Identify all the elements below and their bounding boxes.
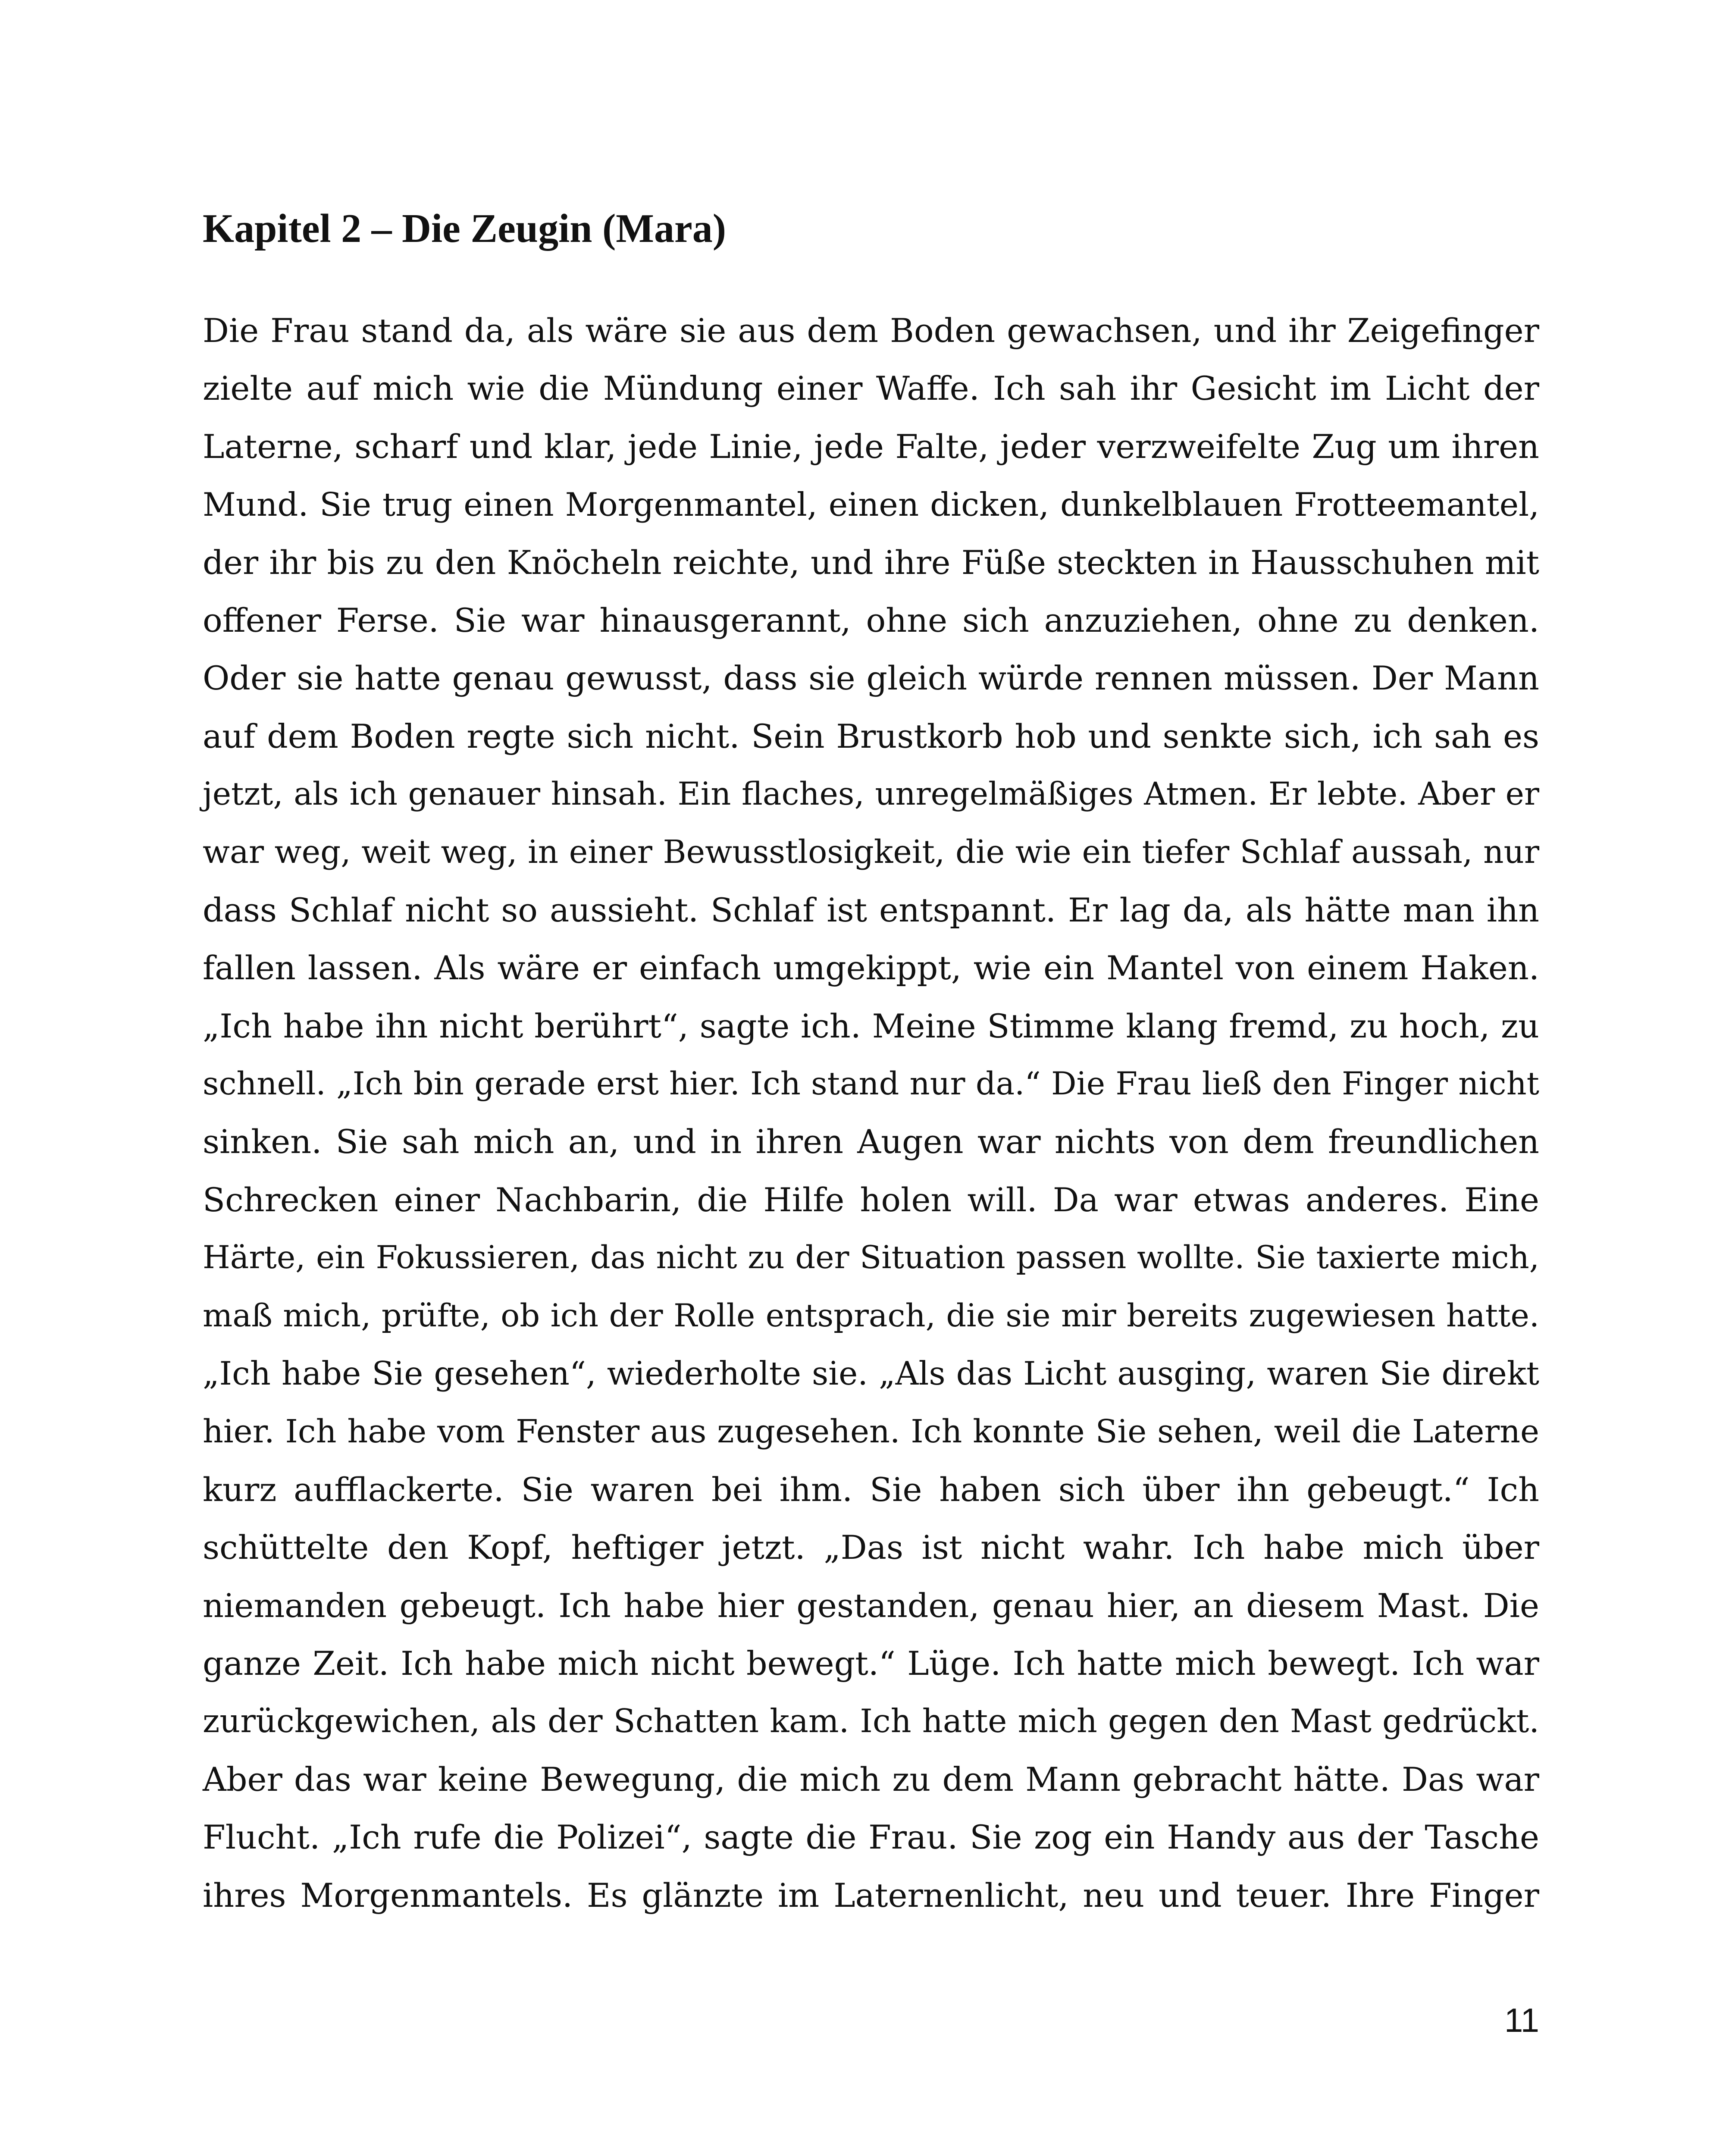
text-line: hier. Ich habe vom Fenster aus zugesehen. Ich konnte Sie sehen, weil die Laterne [203, 1413, 1539, 1451]
text-line: Mund. Sie trug einen Morgenmantel, einen dicken, dunkelblauen Frotteemantel, [203, 486, 1539, 524]
text-line: kurz aufflackerte. Sie waren bei ihm. Sie haben sich über ihn gebeugt.“ Ich [203, 1470, 1539, 1509]
text-line: jetzt, als ich genauer hinsah. Ein flaches, unregelmäßiges Atmen. Er lebte. Aber er [203, 776, 1539, 813]
text-line: niemanden gebeugt. Ich habe hier gestanden, genau hier, an diesem Mast. Die [203, 1586, 1539, 1625]
text-line: ganze Zeit. Ich habe mich nicht bewegt.“ Lüge. Ich hatte mich bewegt. Ich war [203, 1644, 1539, 1683]
text-line: maß mich, prüfte, ob ich der Rolle entsprach, die sie mir bereits zugewiesen hatte. [203, 1297, 1539, 1334]
text-line: zurückgewichen, als der Schatten kam. Ich hatte mich gegen den Mast gedrückt. [203, 1702, 1539, 1740]
text-line: auf dem Boden regte sich nicht. Sein Brustkorb hob und senkte sich, ich sah es [203, 717, 1539, 755]
text-line: schnell. „Ich bin gerade erst hier. Ich stand nur da.“ Die Frau ließ den Finger nicht [203, 1065, 1539, 1103]
text-line: Flucht. „Ich rufe die Polizei“, sagte die Frau. Sie zog ein Handy aus der Tasche [203, 1818, 1539, 1857]
text-line: offener Ferse. Sie war hinausgerannt, ohne sich anzuziehen, ohne zu denken. [203, 601, 1539, 639]
text-line: Schrecken einer Nachbarin, die Hilfe holen will. Da war etwas anderes. Eine [203, 1180, 1539, 1219]
text-line: war weg, weit weg, in einer Bewusstlosigkeit, die wie ein tiefer Schlaf aussah, nur [203, 834, 1539, 871]
text-line: dass Schlaf nicht so aussieht. Schlaf ist entspannt. Er lag da, als hätte man ihn [203, 890, 1539, 929]
text-line: Härte, ein Fokussieren, das nicht zu der Situation passen wollte. Sie taxierte mich, [203, 1239, 1539, 1276]
text-line: Aber das war keine Bewegung, die mich zu dem Mann gebracht hätte. Das war [203, 1760, 1539, 1799]
text-line: „Ich habe Sie gesehen“, wiederholte sie. „Als das Licht ausging, waren Sie direkt [203, 1355, 1539, 1393]
text-line: „Ich habe ihn nicht berührt“, sagte ich. Meine Stimme klang fremd, zu hoch, zu [203, 1006, 1539, 1045]
page-number: 11 [1504, 2001, 1539, 2039]
chapter-title: Kapitel 2 – Die Zeugin (Mara) [203, 206, 727, 251]
text-line: zielte auf mich wie die Mündung einer Waffe. Ich sah ihr Gesicht im Licht der [203, 369, 1539, 408]
text-line: fallen lassen. Als wäre er einfach umgekippt, wie ein Mantel von einem Haken. [203, 949, 1539, 987]
text-line: ihres Morgenmantels. Es glänzte im Laternenlicht, neu und teuer. Ihre Finger [203, 1876, 1539, 1915]
text-line: Die Frau stand da, als wäre sie aus dem Boden gewachsen, und ihr Zeigefinger [203, 311, 1539, 350]
text-line: Laterne, scharf und klar, jede Linie, jede Falte, jeder verzweifelte Zug um ihren [203, 427, 1539, 466]
text-line: sinken. Sie sah mich an, und in ihren Augen war nichts von dem freundlichen [203, 1122, 1539, 1161]
body-text [203, 302, 1539, 1924]
text-line: schüttelte den Kopf, heftiger jetzt. „Das ist nicht wahr. Ich habe mich über [203, 1528, 1539, 1567]
text-line: der ihr bis zu den Knöcheln reichte, und ihre Füße steckten in Hausschuhen mit [203, 543, 1539, 582]
text-line: Oder sie hatte genau gewusst, dass sie gleich würde rennen müssen. Der Mann [203, 659, 1539, 698]
